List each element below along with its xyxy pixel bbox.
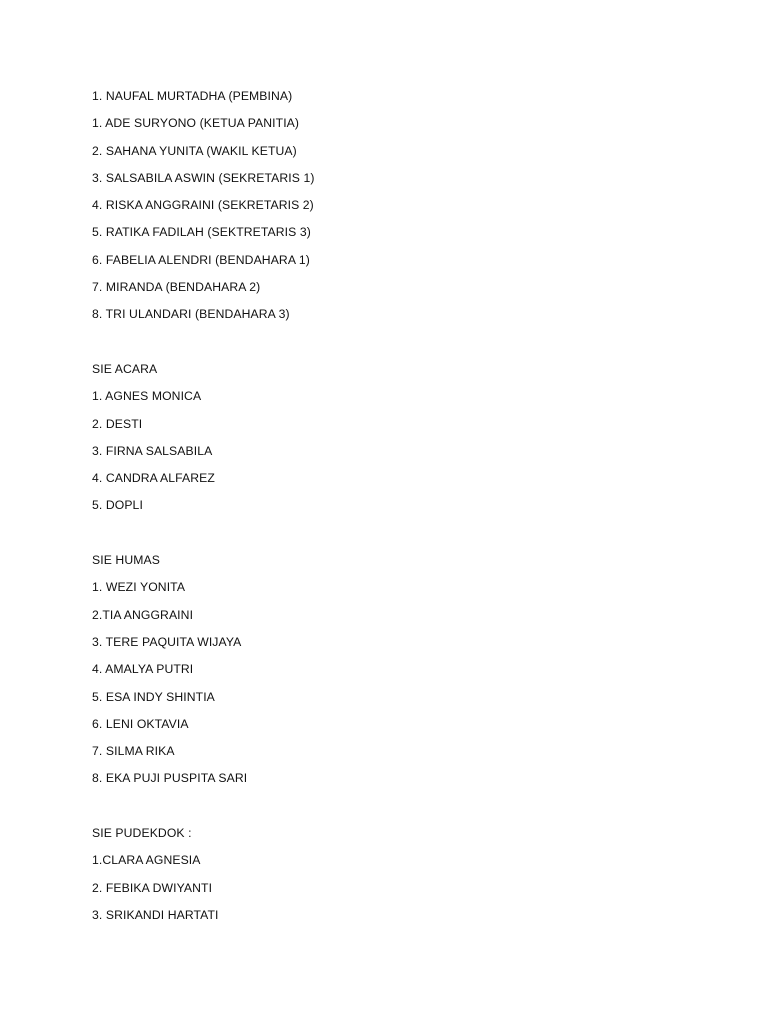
list-item: 8. EKA PUJI PUSPITA SARI <box>92 771 248 786</box>
list-item: 5. DOPLI <box>92 498 143 513</box>
section-heading: SIE HUMAS <box>92 553 160 568</box>
list-item: 1. WEZI YONITA <box>92 580 186 595</box>
list-item: 6. LENI OKTAVIA <box>92 716 189 731</box>
section-spacer <box>92 334 732 361</box>
list-item: 4. AMALYA PUTRI <box>92 662 194 677</box>
list-item: 8. TRI ULANDARI (BENDAHARA 3) <box>92 307 290 322</box>
list-item: 7. SILMA RIKA <box>92 744 175 759</box>
list-item: 3. SRIKANDI HARTATI <box>92 907 219 922</box>
list-item: 5. ESA INDY SHINTIA <box>92 689 215 704</box>
section-spacer <box>92 525 732 552</box>
list-item: 2. FEBIKA DWIYANTI <box>92 880 213 895</box>
section-heading: SIE ACARA <box>92 361 158 376</box>
panitia-list <box>92 88 732 322</box>
list-item: 1. ADE SURYONO (KETUA PANITIA) <box>92 116 300 131</box>
sie-humas-section <box>92 552 732 786</box>
list-item: 4. RISKA ANGGRAINI (SEKRETARIS 2) <box>92 198 314 213</box>
list-item: 4. CANDRA ALFAREZ <box>92 471 215 486</box>
list-item: 3. SALSABILA ASWIN (SEKRETARIS 1) <box>92 170 315 185</box>
list-item: 1. AGNES MONICA <box>92 389 202 404</box>
list-item: 2. DESTI <box>92 416 143 431</box>
list-item: 1. NAUFAL MURTADHA (PEMBINA) <box>92 89 293 103</box>
list-item: 2.TIA ANGGRAINI <box>92 607 194 622</box>
document-page <box>92 88 732 934</box>
section-heading: SIE PUDEKDOK : <box>92 826 192 841</box>
list-item: 6. FABELIA ALENDRI (BENDAHARA 1) <box>92 252 310 267</box>
sie-pudekdok-section <box>92 825 732 923</box>
list-item: 3. FIRNA SALSABILA <box>92 443 213 458</box>
list-item: 2. SAHANA YUNITA (WAKIL KETUA) <box>92 143 297 158</box>
list-item: 5. RATIKA FADILAH (SEKTRETARIS 3) <box>92 225 311 240</box>
list-item: 7. MIRANDA (BENDAHARA 2) <box>92 280 261 295</box>
sie-acara-section <box>92 361 732 513</box>
section-spacer <box>92 798 732 825</box>
list-item: 3. TERE PAQUITA WIJAYA <box>92 634 242 649</box>
list-item: 1.CLARA AGNESIA <box>92 853 201 868</box>
